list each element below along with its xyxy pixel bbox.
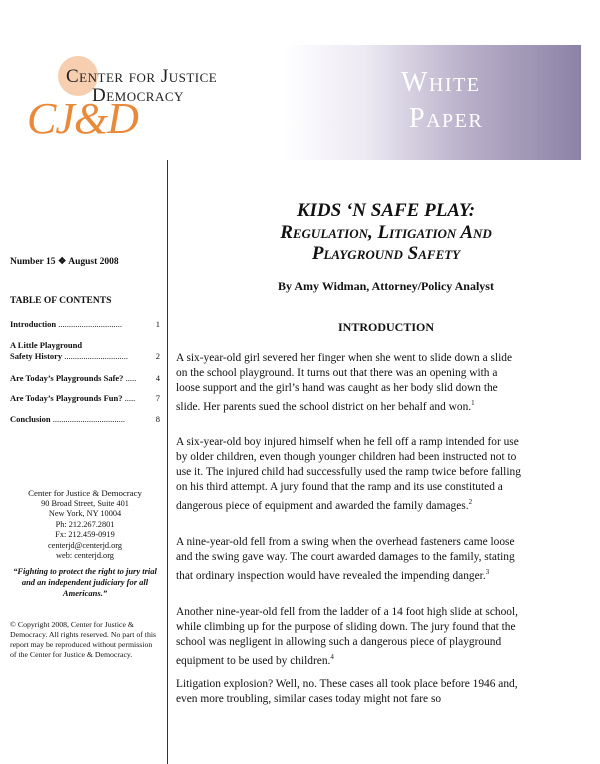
toc-item-dots: .................................. <box>50 414 125 424</box>
toc-item-page: 7 <box>155 393 160 403</box>
copyright-notice: © Copyright 2008, Center for Justice & Democracy. All rights reserved. No part of this report may be reproduced without permission of the Center for Justice & Democracy. <box>10 620 157 659</box>
toc-item-label: A Little Playground <box>10 340 83 350</box>
contact-fax: Fx: 212.459-0919 <box>55 530 115 539</box>
toc-item-label-cont: Safety History <box>10 351 63 361</box>
contact-address1: 90 Broad Street, Suite 401 <box>41 498 129 508</box>
banner-title <box>401 65 576 137</box>
footnote-ref[interactable]: 4 <box>330 653 334 661</box>
byline: By Amy Widman, Attorney/Policy Analyst <box>278 279 494 293</box>
title-block <box>176 200 596 264</box>
toc-item-page: 8 <box>155 414 160 424</box>
section-heading: INTRODUCTION <box>337 320 434 334</box>
mission-quote: “Fighting to protect the right to jury trial and an independent judiciary for all Americans.” <box>13 566 157 598</box>
toc-item-playgrounds-safe[interactable] <box>10 373 160 384</box>
contact-web[interactable]: web: centerjd.org <box>56 551 114 560</box>
paragraph-text: A six-year-old boy injured himself when he fell off a ramp intended for use by older children, even though younger children had been instructed not to use it. The injured child had successfully used the ramp twice before falling on his third attempt. A jury found that the ramp and its use constituted a dangerous piece of equipment and awarded the family damages. <box>176 436 521 512</box>
banner-line2: Paper <box>409 103 484 134</box>
toc-item-introduction[interactable] <box>10 319 160 330</box>
toc-item-page: 4 <box>155 373 160 383</box>
toc-item-label: Are Today’s Playgrounds Fun? <box>10 393 123 403</box>
body-paragraph <box>176 605 522 669</box>
toc-item-playgrounds-fun[interactable] <box>10 393 160 404</box>
toc-item-label: Conclusion <box>10 414 51 424</box>
toc-item-page: 1 <box>155 319 160 329</box>
toc-item-playground-history[interactable] <box>10 340 160 362</box>
toc-item-label: Are Today’s Playgrounds Safe? <box>10 373 124 383</box>
paragraph-text: A nine-year-old fell from a swing when the overhead fasteners came loose and the swing gave way. The court awarded damages to the family, stating that ordinary inspection would have revealed the impending danger. <box>176 536 515 582</box>
footnote-ref[interactable]: 2 <box>468 498 473 506</box>
logo-org-line2: Democracy <box>92 85 184 106</box>
body-paragraph <box>176 351 522 415</box>
page-subtitle-line1: Regulation, Litigation And <box>280 222 492 243</box>
toc-item-dots: ..... <box>123 373 137 383</box>
banner-line1: White <box>401 67 481 98</box>
paragraph-text: A six-year-old girl severed her finger when she went to slide down a slide on the school playground. It turns out that there was an opening with a loose support and the girl’s hand was caught as her body slid down the slide. Her parents sued the school district on her behalf and won. <box>176 352 513 413</box>
cjd-logo <box>22 48 282 158</box>
paragraph-text: Litigation explosion? Well, no. These cases all took place before 1946 and, even more troubling, similar cases today might not fare so <box>176 678 518 705</box>
footnote-ref[interactable]: 3 <box>485 568 490 576</box>
toc-item-dots: .............................. <box>62 351 129 361</box>
contact-block <box>10 488 160 562</box>
issue-number: Number 15 ❖ August 2008 <box>10 257 119 267</box>
toc-heading: TABLE OF CONTENTS <box>10 296 112 306</box>
logo-mark: CJ&D <box>27 94 138 143</box>
paragraph-text: Another nine-year-old fell from the ladder of a 14 foot high slide at school, while climbing up for the purpose of sliding down. The jury found that the school was negligent in allowing such a dangerous piece of playground equipment to be used by children. <box>176 606 519 667</box>
white-paper-banner <box>283 45 581 160</box>
body-paragraph <box>176 435 522 514</box>
toc-item-dots: .............................. <box>56 319 123 329</box>
contact-email[interactable]: centerjd@centerjd.org <box>47 540 123 550</box>
body-paragraph <box>176 535 522 584</box>
toc-item-dots: ..... <box>122 393 136 403</box>
column-divider <box>167 160 168 764</box>
page-subtitle-line2: Playground Safety <box>311 243 461 264</box>
footnote-ref[interactable]: 1 <box>471 399 475 407</box>
contact-phone: Ph: 212.267.2801 <box>55 519 115 529</box>
contact-address2: New York, NY 10004 <box>48 509 122 518</box>
toc-item-label: Introduction <box>10 319 57 329</box>
body-paragraph <box>176 677 522 707</box>
logo-org-line1: Center for Justice <box>66 66 218 87</box>
page-title: KIDS ‘N SAFE PLAY: <box>296 200 476 221</box>
toc-item-conclusion[interactable] <box>10 414 160 425</box>
contact-org: Center for Justice & Democracy <box>28 488 142 498</box>
toc-item-page: 2 <box>155 351 160 361</box>
